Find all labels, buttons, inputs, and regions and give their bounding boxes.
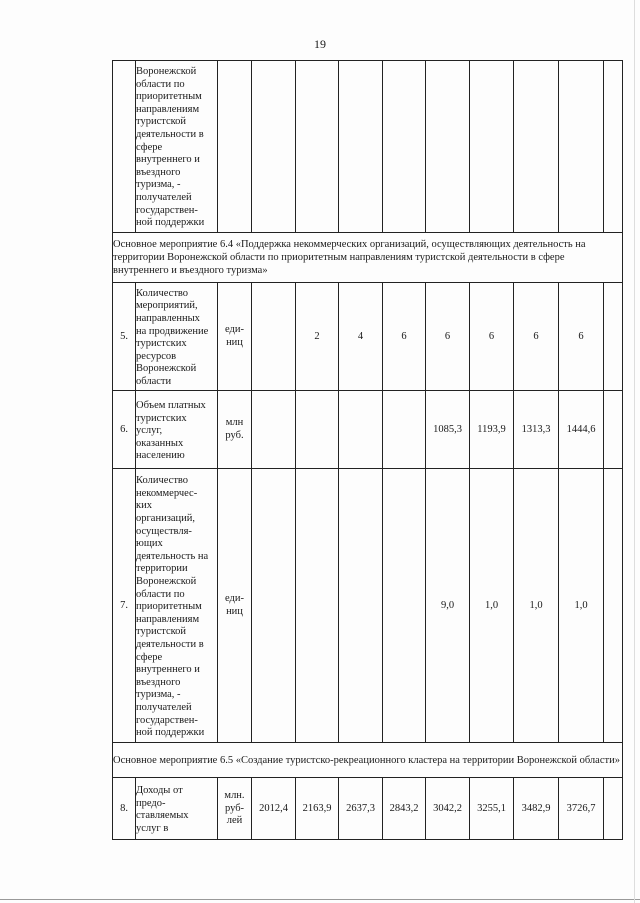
value-cell: 6	[383, 282, 426, 391]
value-cell	[252, 282, 296, 391]
text-line: Количество	[136, 287, 189, 299]
text-line: въездного	[136, 676, 181, 688]
row-number: 5.	[113, 282, 136, 391]
text-line: приоритетным	[136, 601, 202, 613]
value-cell: 9,0	[426, 469, 470, 743]
value-cell	[339, 391, 383, 469]
value-cell	[296, 469, 339, 743]
section-title: Основное мероприятие 6.5 «Создание туристско-рекреационного кластера на территории Воронежской области»	[113, 743, 623, 778]
text-line: направлениям	[136, 613, 200, 625]
text-line: предо-	[136, 797, 166, 809]
text-line: территории	[136, 563, 188, 575]
text-line: государствен-	[136, 204, 198, 216]
text-line: деятельности в	[136, 638, 204, 650]
text-line: организаций,	[136, 513, 195, 525]
text-line: ниц	[226, 605, 243, 617]
text-line: Воронежской	[136, 575, 197, 587]
text-line: туристских	[136, 338, 187, 350]
text-line: области по	[136, 588, 185, 600]
text-line: области	[136, 375, 172, 387]
value-cell: 2012,4	[252, 778, 296, 840]
text-line: ниц	[226, 336, 243, 348]
value-cell: 2163,9	[296, 778, 339, 840]
value-cell: 2637,3	[339, 778, 383, 840]
text-line: направлениям	[136, 103, 200, 115]
unit-cell	[218, 778, 252, 840]
value-cell: 2	[296, 282, 339, 391]
text-line: сфере	[136, 651, 163, 663]
value-cell: 6	[559, 282, 604, 391]
value-cell: 6	[426, 282, 470, 391]
value-cell: 1313,3	[514, 391, 559, 469]
text-line: осуществля-	[136, 525, 192, 537]
text-line: внутреннего и	[136, 664, 200, 676]
value-cell: 3255,1	[470, 778, 514, 840]
value-cell	[252, 469, 296, 743]
text-line: туристских	[136, 412, 187, 424]
table-row	[113, 282, 623, 391]
text-line: туризма, -	[136, 689, 181, 701]
text-line: деятельности в	[136, 128, 204, 140]
text-line: деятельность на	[136, 550, 209, 562]
unit-cell	[218, 282, 252, 391]
text-line: ресурсов	[136, 350, 177, 362]
row-number: 7.	[113, 469, 136, 743]
table-row	[113, 778, 623, 840]
value-cell: 2843,2	[383, 778, 426, 840]
value-cell	[383, 391, 426, 469]
text-line: услуг в	[136, 823, 169, 835]
text-line: еди-	[225, 593, 244, 605]
text-line: лей	[226, 815, 243, 827]
value-cell	[296, 391, 339, 469]
section-row-6-4	[113, 232, 623, 282]
text-line: получателей	[136, 191, 192, 203]
value-cell: 3726,7	[559, 778, 604, 840]
unit-cell	[218, 391, 252, 469]
indicator-name	[136, 282, 218, 391]
text-line: сфере	[136, 141, 163, 153]
text-line: ной поддержки	[136, 217, 205, 229]
indicator-name	[136, 469, 218, 743]
text-line: туристской	[136, 116, 187, 128]
text-line: руб.	[225, 429, 244, 441]
text-line: Количество	[136, 475, 189, 487]
value-cell	[252, 391, 296, 469]
unit-cell	[218, 469, 252, 743]
text-line: Воронежской	[136, 66, 197, 77]
value-cell: 1444,6	[559, 391, 604, 469]
text-line: области по	[136, 78, 185, 90]
page-right-edge	[634, 0, 635, 903]
value-cell: 3482,9	[514, 778, 559, 840]
text-line: государствен-	[136, 714, 198, 726]
text-line: Доходы от	[136, 785, 183, 797]
value-cell: 1085,3	[426, 391, 470, 469]
indicator-name	[136, 391, 218, 469]
text-line: Воронежской	[136, 363, 197, 375]
text-line: услуг,	[136, 425, 163, 437]
empty-cell	[604, 391, 623, 469]
table-row	[113, 469, 623, 743]
text-line: оказанных	[136, 437, 184, 449]
text-line: руб-	[224, 802, 245, 814]
text-line: ких	[136, 500, 152, 512]
value-cell: 1,0	[470, 469, 514, 743]
text-line: ющих	[136, 538, 163, 550]
page-bottom-edge	[0, 899, 640, 900]
empty-cell	[604, 469, 623, 743]
page-number: 19	[314, 37, 326, 51]
text-line: туристской	[136, 626, 187, 638]
text-line: мероприятий,	[136, 300, 198, 312]
value-cell	[383, 469, 426, 743]
value-cell	[339, 469, 383, 743]
text-line: еди-	[225, 324, 244, 336]
table-row	[113, 391, 623, 469]
text-line: внутреннего и	[136, 154, 200, 166]
text-line: млн	[225, 417, 244, 429]
text-line: направленных	[136, 312, 200, 324]
text-line: приоритетным	[136, 91, 202, 103]
text-line: ной поддержки	[136, 727, 205, 739]
text-line: населению	[136, 450, 185, 462]
table-row-continued	[113, 61, 623, 233]
text-line: ставляемых	[136, 810, 189, 822]
value-cell: 6	[470, 282, 514, 391]
value-cell: 1,0	[559, 469, 604, 743]
indicators-table	[112, 60, 623, 840]
text-line: млн.	[224, 790, 245, 802]
indicator-name	[136, 61, 218, 233]
section-title: Основное мероприятие 6.4 «Поддержка некоммерческих организаций, осуществляющих деятельность на территории Воронежской области по приоритетным направлениям туристской деятельности в сфере внутреннего и въездного туризма»	[113, 232, 623, 282]
value-cell: 1,0	[514, 469, 559, 743]
value-cell: 4	[339, 282, 383, 391]
text-line: Объем платных	[136, 399, 206, 411]
text-line: въездного	[136, 166, 181, 178]
value-cell: 1193,9	[470, 391, 514, 469]
text-line: получателей	[136, 701, 192, 713]
text-line: некоммерчес-	[136, 487, 198, 499]
value-cell: 6	[514, 282, 559, 391]
section-row-6-5	[113, 743, 623, 778]
row-number: 6.	[113, 391, 136, 469]
empty-cell	[604, 282, 623, 391]
row-number: 8.	[113, 778, 136, 840]
text-line: туризма, -	[136, 179, 181, 191]
empty-cell	[604, 778, 623, 840]
indicator-name	[136, 778, 218, 840]
text-line: на продвижение	[136, 325, 209, 337]
value-cell: 3042,2	[426, 778, 470, 840]
